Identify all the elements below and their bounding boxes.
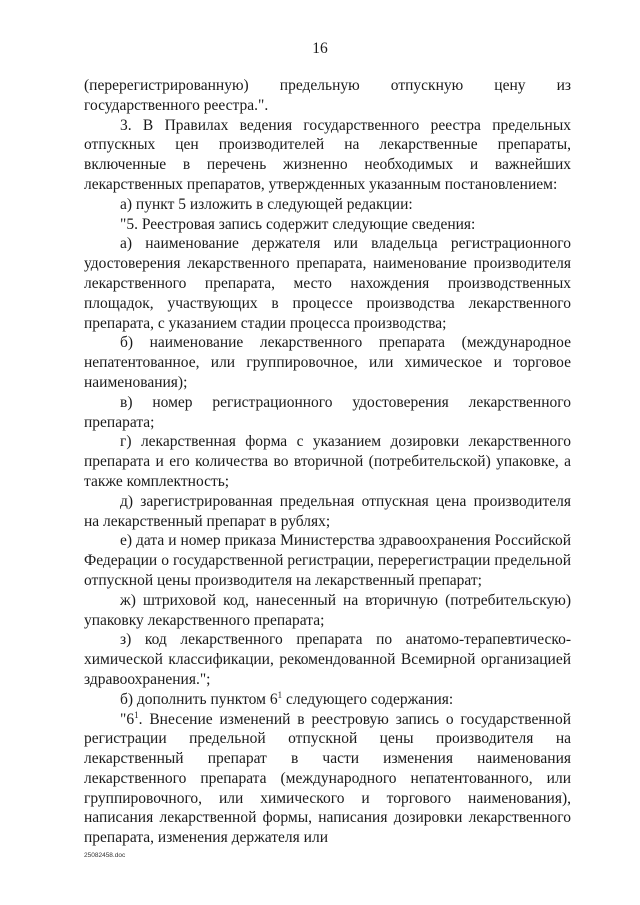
paragraph-6-1 [84,710,571,849]
paragraph: е) дата и номер приказа Министерства здравоохранения Российской Федерации о государственной регистрации, перерегистрации предельной отпускной цены производителя на лекарственный препарат; [84,532,571,589]
para-6-text-after: . Внесение изменений в реестровую запись о государственной регистрации предельной отпускной цены производителя на лекарственный препарат в части изменения наименования лекарственного препарата (международного непатентованного, или группировочного, или химического и торгового наименования), написания лекарственной формы, написания дозировки лекарственного препарата, изменения держателя или [84,710,571,847]
file-name-footer: 25082458.doc [84,852,126,859]
paragraph: ж) штриховой код, нанесенный на вторичную (потребительскую) упаковку лекарственного препарата; [84,591,571,629]
paragraph: в) номер регистрационного удостоверения лекарственного препарата; [84,393,571,431]
paragraph: б) наименование лекарственного препарата (международное непатентованное, или группировочное, или химическое и торговое наименования); [84,334,571,391]
para-b-superscript: 1 [277,689,283,700]
para-b-text-before: б) дополнить пунктом 6 [120,690,278,708]
paragraph: 3. В Правилах ведения государственного реестра предельных отпускных цен производителей на лекарственные препараты, включенные в перечень жизненно необходимых и важнейших лекарственных препаратов, утвержденных указанным постановлением: [84,116,571,193]
paragraph: а) пункт 5 изложить в следующей редакции: [120,195,413,213]
paragraph: "5. Реестровая запись содержит следующие сведения: [120,215,476,233]
paragraph-b-supplement [84,690,571,710]
paragraph: (перерегистрированную) предельную отпускную цену из государственного реестра.". [84,77,571,114]
para-6-text-before: "6 [120,710,135,728]
paragraph: з) код лекарственного препарата по анатомо-терапевтическо-химической классификации, рекомендованной Всемирной организацией здравоохранения."; [84,631,571,688]
paragraph: г) лекарственная форма с указанием дозировки лекарственного препарата и его количества во вторичной (потребительской) упаковке, а также комплектность; [84,433,571,490]
document-body [84,76,571,848]
para-b-text-after: следующего содержания: [282,690,454,708]
paragraph: д) зарегистрированная предельная отпускная цена производителя на лекарственный препарат в рублях; [84,492,571,530]
para-6-superscript: 1 [134,709,139,720]
page-number: 16 [312,40,328,57]
paragraph: а) наименование держателя или владельца регистрационного удостоверения лекарственного препарата, наименование производителя лекарственного препарата, место нахождения производственных площадок, участвующих в процессе производства лекарственного препарата, с указанием стадии процесса производства; [84,235,571,332]
